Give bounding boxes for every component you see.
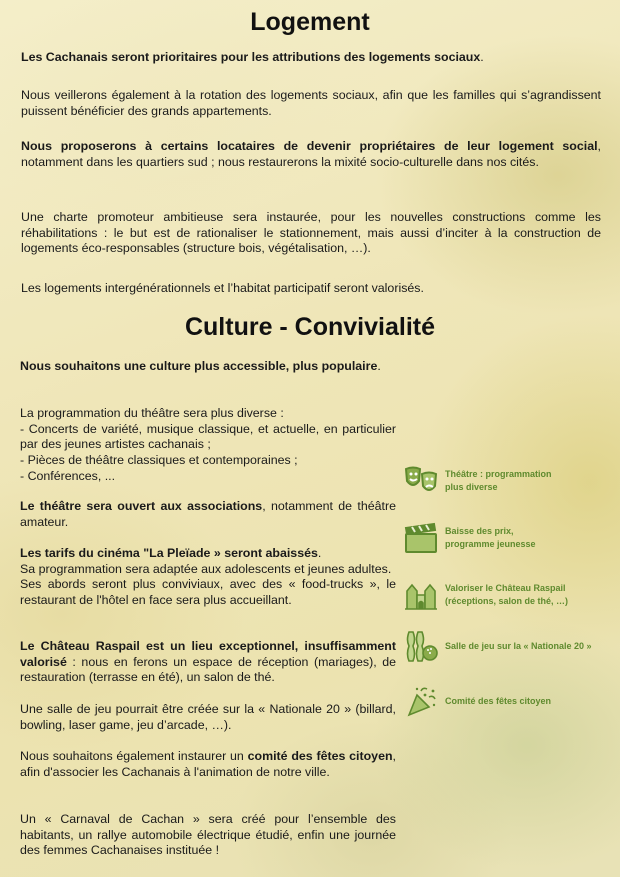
culture-p4-end: . (317, 546, 322, 560)
programme-item: - Conférences, ... (20, 468, 116, 483)
sidebar-label-line2: (réceptions, salon de thé, …) (445, 596, 569, 606)
culture-p5-bold: Le Château Raspail est un lieu exceptionnel, insuffisamment valorisé (20, 639, 396, 669)
sidebar-label-line1: Salle de jeu sur la « Nationale 20 » (445, 640, 592, 651)
sidebar-item-salle-de-jeu (400, 627, 615, 665)
logement-p1-bold: Les Cachanais seront prioritaires pour les attributions des logements sociaux (21, 50, 481, 64)
culture-paragraph-5 (20, 639, 396, 686)
programme-item: - Concerts de variété, musique classique, et actuelle, en particulier par des jeunes artistes cachanais ; (20, 421, 396, 452)
sidebar-label-line1: Valoriser le Château Raspail (445, 583, 566, 593)
sidebar-label-line2: programme jeunesse (445, 539, 536, 549)
theatre-programme (20, 406, 396, 485)
logement-paragraph-3 (21, 139, 601, 170)
culture-p7-rest: , afin d'associer les Cachanais à l'animation de notre ville. (20, 749, 396, 779)
castle-icon (400, 576, 442, 614)
clapperboard-icon (400, 519, 442, 557)
logement-p3-rest: , notamment dans les quartiers sud ; nous restaurerons la mixité socio-culturelle dans nos cités. (21, 139, 601, 169)
culture-p1-end: . (377, 359, 381, 373)
sidebar-item-comite (400, 682, 615, 720)
culture-title: Culture - Convivialité (184, 313, 436, 341)
culture-p4-bold: Les tarifs du cinéma "La Pleïade » seront abaissés (20, 546, 318, 560)
sidebar-label-line1: Théâtre : programmation (445, 469, 552, 479)
theatre-masks-icon (400, 462, 442, 500)
bowling-icon (400, 627, 442, 665)
culture-p4-text: Sa programmation sera adaptée aux adolescents et jeunes adultes. (20, 561, 392, 576)
logement-p3-bold: Nous proposerons à certains locataires de devenir propriétaires de leur logement social (21, 139, 598, 153)
culture-paragraph-4 (20, 546, 396, 609)
confetti-icon (400, 682, 442, 720)
logement-paragraph-4: Une charte promoteur ambitieuse sera instaurée, pour les nouvelles constructions comme les réhabilitations : le but est de rationaliser le stationnement, mais aussi d’inciter à la construction de logements éco-responsables (structure bois, végétalisation, …). (21, 210, 601, 256)
culture-paragraph-8: Un « Carnaval de Cachan » sera créé pour l’ensemble des habitants, un rallye automobile électrique étudié, enfin une journée des femmes Cachanaises instituée ! (20, 812, 396, 858)
sidebar-item-chateau (400, 576, 615, 614)
culture-p4-text2: Ses abords seront plus conviviaux, avec des « food-trucks », le restaurant de l'hôtel en face sera plus accueillant. (20, 577, 396, 608)
logement-paragraph-2: Nous veillerons également à la rotation des logements sociaux, afin que les familles qui s’agrandissent puissent bénéficier des grands appartements. (21, 88, 601, 118)
culture-p7-start: Nous souhaitons également instaurer un (20, 749, 248, 763)
sidebar-label-line2: plus diverse (445, 482, 498, 492)
culture-paragraph-3 (20, 499, 396, 530)
logement-paragraph-1 (21, 50, 601, 66)
culture-paragraph-1 (20, 359, 396, 375)
sidebar-label-line1: Comité des fêtes citoyen (445, 695, 552, 706)
logement-title: Logement (250, 8, 370, 36)
culture-p3-rest: , notamment de théâtre amateur. (20, 499, 396, 529)
logement-paragraph-5: Les logements intergénérationnels et l’habitat participatif seront valorisés. (21, 281, 424, 295)
sidebar-item-theatre (400, 462, 615, 500)
sidebar-label-line1: Baisse des prix, (445, 526, 514, 536)
programme-intro: La programmation du théâtre sera plus diverse : (20, 406, 284, 420)
culture-p5-rest: : nous en ferons un espace de réception (mariages), de restauration (terrasse en été), un salon de thé. (20, 654, 396, 685)
culture-paragraph-7 (20, 749, 396, 780)
culture-p3-bold: Le théâtre sera ouvert aux associations (20, 499, 263, 513)
programme-item: - Pièces de théâtre classiques et contemporaines ; (20, 453, 298, 468)
logement-p1-end: . (480, 50, 484, 64)
culture-p1-bold: Nous souhaitons une culture plus accessible, plus populaire (20, 359, 378, 373)
sidebar-item-cinema (400, 519, 615, 557)
culture-p7-bold: comité des fêtes citoyen (247, 749, 393, 763)
culture-paragraph-6: Une salle de jeu pourrait être créée sur la « Nationale 20 » (billard, bowling, laser game, jeu d’arcade, …). (20, 702, 396, 732)
